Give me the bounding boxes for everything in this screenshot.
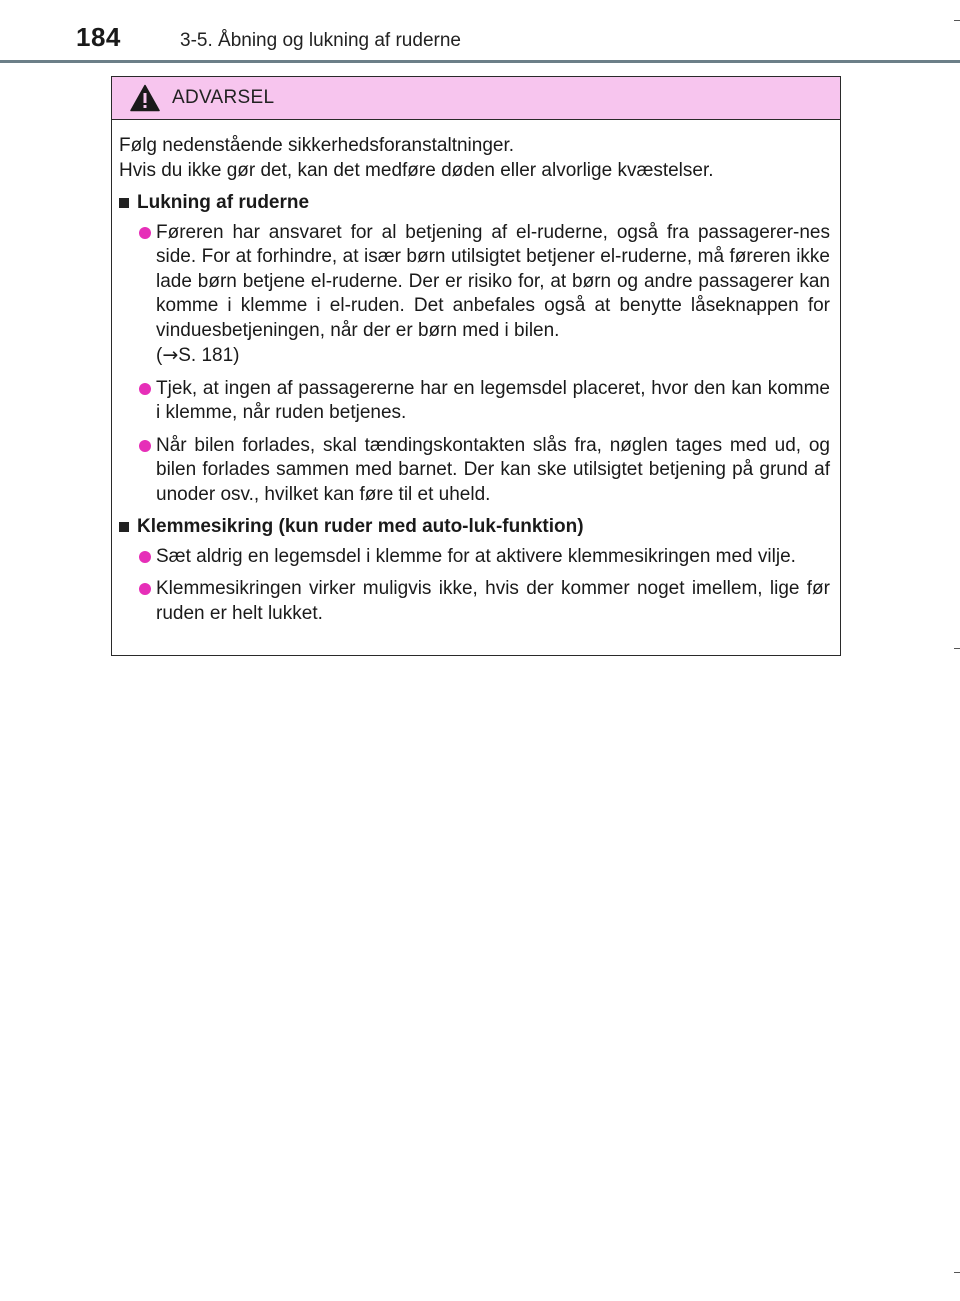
warning-box xyxy=(111,76,841,656)
square-bullet-icon xyxy=(119,198,129,208)
header-rule xyxy=(0,60,960,63)
warning-body xyxy=(112,120,840,626)
list-item xyxy=(119,545,830,570)
crop-mark xyxy=(954,648,960,649)
list-item-text: Sæt aldrig en legemsdel i klemme for at aktivere klemmesikringen med vilje. xyxy=(156,545,796,567)
list-item xyxy=(119,577,830,626)
square-bullet-icon xyxy=(119,522,129,532)
list-item-text: Når bilen forlades, skal tændingskontakten slås fra, nøglen tages med ud, og bilen forlades sammen med barnet. Der kan ske utilsigtet betjening på grund af unoder osv., hvilket kan føre til et uheld. xyxy=(156,434,830,505)
warning-intro xyxy=(119,134,830,183)
bullet-dot-icon xyxy=(139,440,151,452)
page-number: 184 xyxy=(76,22,121,52)
arrow-right-icon: → xyxy=(162,344,179,366)
list-item xyxy=(119,221,830,369)
warning-label: ADVARSEL xyxy=(172,87,275,108)
list-item-text: Klemmesikringen virker muligvis ikke, hvis der kommer noget imellem, lige før ruden er helt lukket. xyxy=(156,578,830,624)
section-heading xyxy=(119,515,830,540)
crop-mark xyxy=(954,1272,960,1273)
bullet-dot-icon xyxy=(139,227,151,239)
list-item-text: Føreren har ansvaret for al betjening af el-ruderne, også fra passagerer-nes side. For at forhindre, at især børn utilsigtet betjener el-ruderne, må føreren ikke lade børn betjene el-ruderne. Der er risiko for, at børn og andre passagerer kan komme i klemme i el-ruden. Det anbefales også at benytte låseknappen for vinduesbetjeningen, når der er børn med i bilen. xyxy=(156,221,830,341)
crop-mark xyxy=(954,20,960,21)
list-item xyxy=(119,377,830,426)
list-item-text: Tjek, at ingen af passagererne har en legemsdel placeret, hvor den kan komme i klemme, når ruden betjenes. xyxy=(156,377,830,423)
section-heading-text: Klemmesikring (kun ruder med auto-luk-funktion) xyxy=(137,516,584,537)
bullet-dot-icon xyxy=(139,551,151,563)
section-title: 3-5. Åbning og lukning af ruderne xyxy=(180,30,461,51)
warning-header xyxy=(112,77,840,120)
warning-triangle-icon xyxy=(130,84,160,112)
section-heading xyxy=(119,191,830,216)
list-item xyxy=(119,434,830,508)
bullet-dot-icon xyxy=(139,583,151,595)
bullet-dot-icon xyxy=(139,383,151,395)
intro-line: Hvis du ikke gør det, kan det medføre døden eller alvorlige kvæstelser. xyxy=(119,159,714,181)
ref-text: S. 181) xyxy=(178,345,240,366)
section-heading-text: Lukning af ruderne xyxy=(137,192,310,213)
ref-open: ( xyxy=(156,345,163,366)
page-reference[interactable] xyxy=(156,345,240,366)
intro-line: Følg nedenstående sikkerhedsforanstaltninger. xyxy=(119,135,515,156)
